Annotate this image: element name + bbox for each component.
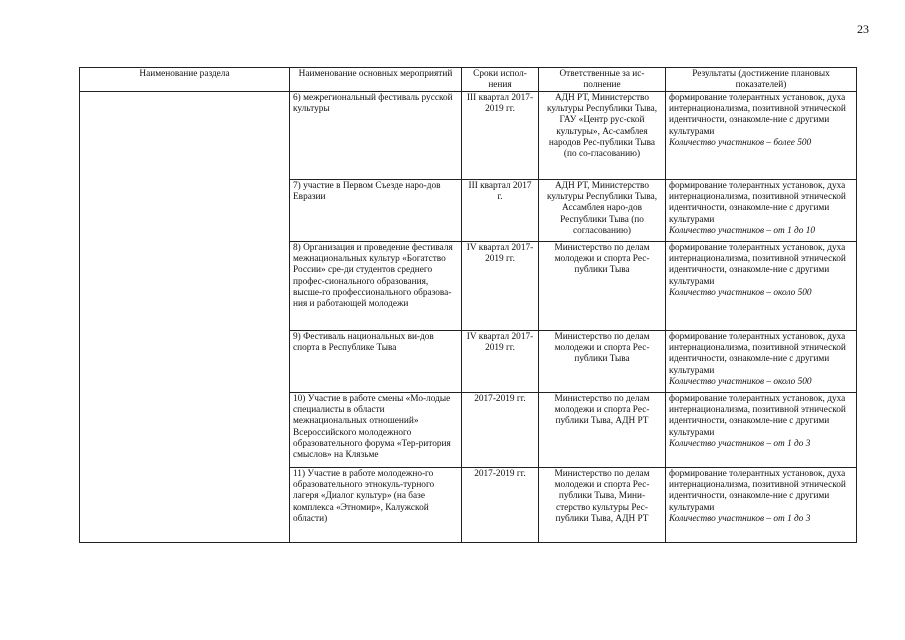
result-metric: Количество участников – около 500 — [669, 287, 812, 298]
results-cell — [666, 331, 857, 393]
result-metric: Количество участников – около 500 — [669, 376, 812, 387]
responsible-cell: Министерство по делам молодежи и спорта Рес-публики Тыва — [539, 242, 666, 331]
header-deadline: Сроки испол-нения — [462, 68, 539, 92]
results-cell — [666, 468, 857, 543]
responsible-cell: Министерство по делам молодежи и спорта Рес-публики Тыва, АДН РТ — [539, 393, 666, 468]
responsible-cell: АДН РТ, Министерство культуры Республики Тыва, Ассамблея наро-дов Республики Тыва (по согласованию) — [539, 180, 666, 242]
result-text: формирование толерантных установок, духа интернационализма, позитивной этнической идентичности, ознакомле-ние с другими культурами — [669, 469, 846, 513]
result-text: формирование толерантных установок, духа интернационализма, позитивной этнической идентичности, ознакомле-ние с другими культурами — [669, 93, 846, 137]
deadline-cell: 2017-2019 гг. — [462, 393, 539, 468]
section-cell — [80, 92, 290, 543]
responsible-cell: Министерство по делам молодежи и спорта Рес-публики Тыва — [539, 331, 666, 393]
result-text: формирование толерантных установок, духа интернационализма, позитивной этнической идентичности, ознакомле-ние с другими культурами — [669, 181, 846, 225]
activity-cell: 11) Участие в работе молодежно-го образовательного этнокуль-турного лагеря «Диалог культур» (на базе комплекса «Этномир», Калужской области) — [290, 468, 462, 543]
result-metric: Количество участников – от 1 до 10 — [669, 225, 816, 236]
table-row — [80, 92, 857, 180]
header-activity: Наименование основных мероприятий — [290, 68, 462, 92]
result-text: формирование толерантных установок, духа интернационализма, позитивной этнической идентичности, ознакомле-ние с другими культурами — [669, 243, 846, 287]
results-cell — [666, 393, 857, 468]
deadline-cell: 2017-2019 гг. — [462, 468, 539, 543]
responsible-cell: Министерство по делам молодежи и спорта Рес-публики Тыва, Мини-стерство культуры Рес-публики Тыва, АДН РТ — [539, 468, 666, 543]
activity-cell: 6) межрегиональный фестиваль русской культуры — [290, 92, 462, 180]
results-cell — [666, 92, 857, 180]
deadline-cell: IV квартал 2017-2019 гг. — [462, 242, 539, 331]
activity-cell: 9) Фестиваль национальных ви-дов спорта в Республике Тыва — [290, 331, 462, 393]
page-number: 23 — [857, 22, 869, 36]
header-section: Наименование раздела — [80, 68, 290, 92]
deadline-cell: III квартал 2017 г. — [462, 180, 539, 242]
header-responsible: Ответственные за ис-полнение — [539, 68, 666, 92]
result-metric: Количество участников – от 1 до 3 — [669, 438, 811, 449]
activity-cell: 7) участие в Первом Съезде наро-дов Евразии — [290, 180, 462, 242]
result-text: формирование толерантных установок, духа интернационализма, позитивной этнической идентичности, ознакомле-ние с другими культурами — [669, 394, 846, 438]
header-results: Результаты (достижение плановых показателей) — [666, 68, 857, 92]
deadline-cell: IV квартал 2017-2019 гг. — [462, 331, 539, 393]
result-metric: Количество участников – более 500 — [669, 137, 812, 148]
deadline-cell: III квартал 2017-2019 гг. — [462, 92, 539, 180]
result-text: формирование толерантных установок, духа интернационализма, позитивной этнической идентичности, ознакомле-ние с другими культурами — [669, 332, 846, 376]
activities-table — [79, 67, 857, 543]
responsible-cell: АДН РТ, Министерство культуры Республики Тыва, ГАУ «Центр рус-ской культуры», Ас-самблея народов Рес-публики Тыва (по со-гласованию) — [539, 92, 666, 180]
activity-cell: 8) Организация и проведение фестиваля межнациональных культур «Богатство России» сре-ди студентов среднего профес-сионального образования, высше-го профессионального образова-ния и работающей молодежи — [290, 242, 462, 331]
result-metric: Количество участников – от 1 до 3 — [669, 513, 811, 524]
table-header-row — [80, 68, 857, 92]
activity-cell: 10) Участие в работе смены «Мо-лодые специалисты в области межнациональных отношений» Всероссийского молодежного образовательного форума «Тер-ритория смыслов» на Клязьме — [290, 393, 462, 468]
results-cell — [666, 180, 857, 242]
results-cell — [666, 242, 857, 331]
